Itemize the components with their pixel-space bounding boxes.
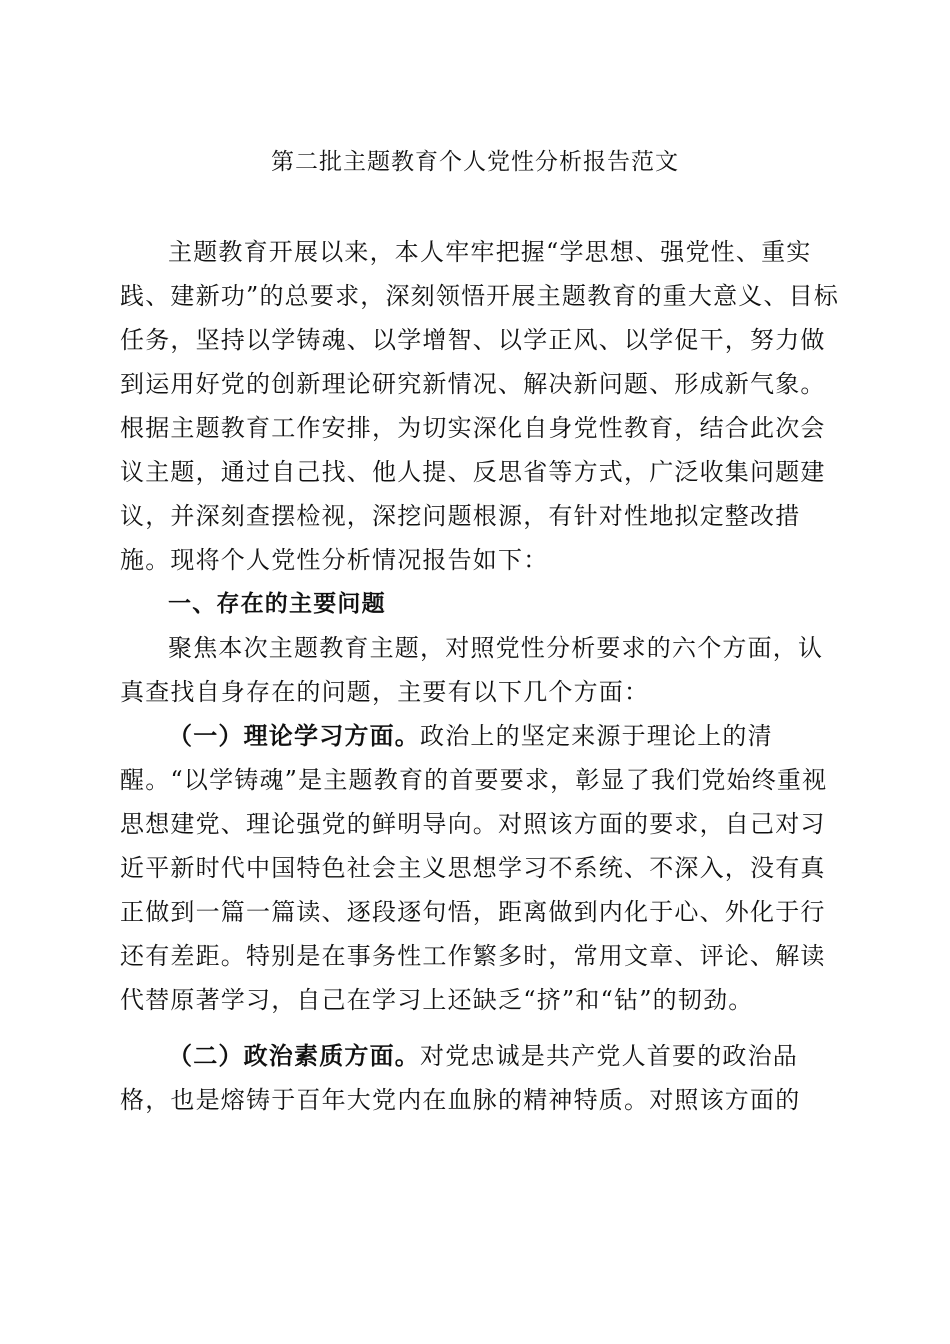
section-heading: 一、存在的主要问题 xyxy=(168,591,386,617)
item1-text: 政治上的坚定来源于理论上的清醒。“以学铸魂”是主题教育的首要要求，彰显了我们党始终重视思想建党、理论强党的鲜明导向。对照该方面的要求，自己对习近平新时代中国特色社会主义思想学习不系统、不深入，没有真正做到一篇一篇读、逐段逐句悟，距离做到内化于心、外化于行还有差距。特别是在事务性工作繁多时，常用文章、评论、解读代替原著学习，自己在学习上还缺乏“挤”和“钻”的韧劲。 xyxy=(120,722,828,1014)
item1-heading: （一）理论学习方面。 xyxy=(168,721,420,750)
document-body xyxy=(120,230,840,1122)
item2-paragraph xyxy=(120,1034,840,1122)
item1-paragraph xyxy=(120,714,840,1022)
intro-paragraph: 主题教育开展以来，本人牢牢把握“学思想、强党性、重实践、建新功”的总要求，深刻领悟开展主题教育的重大意义、目标任务，坚持以学铸魂、以学增智、以学正风、以学促干，努力做到运用好党的创新理论研究新情况、解决新问题、形成新气象。根据主题教育工作安排，为切实深化自身党性教育，结合此次会议主题，通过自己找、他人提、反思省等方式，广泛收集问题建议，并深刻查摆检视，深挖问题根源，有针对性地拟定整改措施。现将个人党性分析情况报告如下： xyxy=(120,238,840,574)
document-title: 第二批主题教育个人党性分析报告范文 xyxy=(271,149,679,175)
item2-heading: （二）政治素质方面。 xyxy=(168,1041,420,1070)
paragraph-gap xyxy=(120,1022,840,1034)
section-lead-paragraph: 聚焦本次主题教育主题，对照党性分析要求的六个方面，认真查找自身存在的问题，主要有以下几个方面： xyxy=(120,634,824,706)
item2-text: 对党忠诚是共产党人首要的政治品格，也是熔铸于百年大党内在血脉的精神特质。对照该方面的 xyxy=(120,1042,801,1114)
